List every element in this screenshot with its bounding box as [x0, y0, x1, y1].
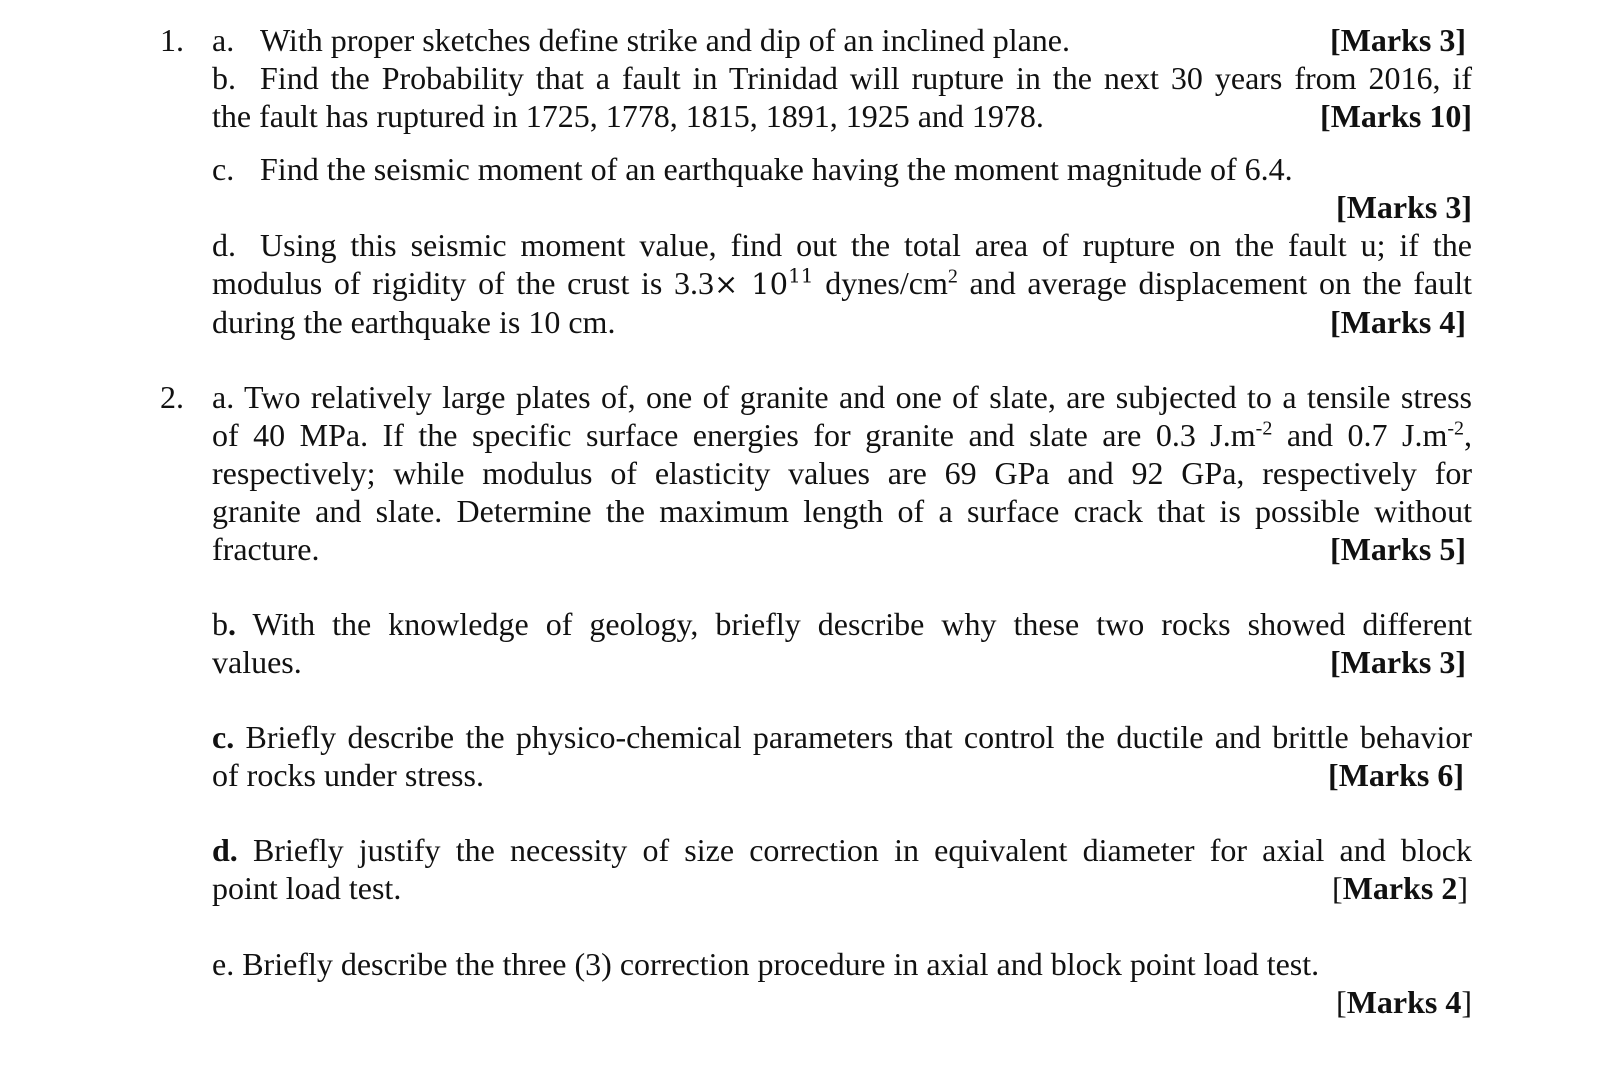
- question-1a: [212, 21, 1472, 59]
- question-1b-line-2: [212, 97, 1472, 135]
- question-2a-marks: [Marks 5]: [1330, 531, 1466, 567]
- question-2e-marks-close: ]: [1461, 984, 1472, 1020]
- question-1d-text-2b: dynes/cm: [813, 265, 948, 301]
- question-2a-line-5: [212, 530, 1472, 568]
- question-2e-marks-text: Marks 4: [1346, 984, 1462, 1020]
- question-2b-label-letter: b: [212, 606, 228, 642]
- question-2b: [212, 605, 1472, 681]
- question-1d-text-1: Using this seismic moment value, find out the total area of rupture on the fault u; if the: [260, 227, 1472, 263]
- question-2a-text-3: respectively; while modulus of elasticity values are 69 GPa and 92 GPa, respectively for: [212, 455, 1472, 491]
- question-2c-line-1: [212, 718, 1472, 756]
- question-2c: [212, 718, 1472, 794]
- question-1b-text-1: Find the Probability that a fault in Trinidad will rupture in the next 30 years from 2016, if: [260, 60, 1472, 96]
- question-1d-text-2c: and average displacement on the fault: [957, 265, 1472, 301]
- question-1c-line: [212, 150, 1472, 188]
- question-2a-exponent-2: -2: [1447, 417, 1465, 440]
- question-2d-text-2: point load test.: [212, 870, 402, 906]
- question-1d-exponent: 11: [788, 263, 814, 288]
- question-2d-marks-close: ]: [1457, 870, 1468, 906]
- question-2e-marks: [1336, 983, 1472, 1021]
- question-1d-text-2a: modulus of rigidity of the crust is 3.3: [212, 265, 714, 301]
- question-2a-line-2: [212, 416, 1472, 454]
- question-1b-text-2: the fault has ruptured in 1725, 1778, 1815, 1891, 1925 and 1978.: [212, 98, 1044, 134]
- question-1c-marks-line: [212, 188, 1472, 226]
- question-2d-line-1: [212, 831, 1472, 869]
- question-2d-marks: [1332, 869, 1468, 907]
- question-2e-marks-line: [212, 983, 1472, 1021]
- question-2d: [212, 831, 1472, 907]
- question-1c-marks: [Marks 3]: [1336, 189, 1472, 225]
- question-1d-label: d.: [212, 227, 236, 263]
- question-2a-line-4: [212, 492, 1472, 530]
- question-1d-line-3: [212, 303, 1472, 341]
- question-2d-line-2: [212, 869, 1472, 907]
- question-1a-label: a.: [212, 22, 235, 58]
- question-2a-text-1: a. Two relatively large plates of, one of granite and one of slate, are subjected to a tensile stress: [212, 379, 1472, 415]
- question-2c-text-2: of rocks under stress.: [212, 757, 484, 793]
- question-1c: [212, 150, 1472, 226]
- question-1a-marks: [Marks 3]: [1330, 22, 1466, 58]
- question-2-number: 2.: [160, 379, 184, 415]
- question-1b-label: b.: [212, 60, 236, 96]
- question-2c-marks: [Marks 6]: [1328, 757, 1464, 793]
- question-2d-marks-text: Marks 2: [1342, 870, 1458, 906]
- question-2b-marks: [Marks 3]: [1330, 644, 1466, 680]
- question-2e-marks-open: [: [1336, 984, 1347, 1020]
- question-1d-text-3: during the earthquake is 10 cm.: [212, 304, 616, 340]
- question-1-number: 1.: [160, 22, 184, 58]
- question-1a-line: [212, 21, 1472, 59]
- question-2a-exponent-1: -2: [1255, 417, 1273, 440]
- question-2b-label-dot: .: [228, 606, 236, 642]
- question-2a-text-2c: ,: [1464, 417, 1473, 453]
- question-2d-text-1: Briefly justify the necessity of size correction in equivalent diameter for axial and block: [237, 832, 1472, 868]
- question-2a-text-2b: and 0.7 J.m: [1272, 417, 1448, 453]
- question-1c-label: c.: [212, 151, 235, 187]
- question-2c-label: c.: [212, 719, 235, 755]
- question-2b-text-1: With the knowledge of geology, briefly describe why these two rocks showed different: [236, 606, 1472, 642]
- question-1b: [212, 59, 1472, 135]
- question-2e-text: e. Briefly describe the three (3) correction procedure in axial and block point load test.: [212, 946, 1320, 982]
- question-1d-square: 2: [947, 265, 958, 288]
- question-1d-times: × 10: [714, 267, 789, 301]
- question-1d: [212, 226, 1472, 341]
- question-2a-text-4: granite and slate. Determine the maximum length of a surface crack that is possible without: [212, 493, 1472, 529]
- question-2a-line-3: [212, 454, 1472, 492]
- question-2a-text-5: fracture.: [212, 531, 320, 567]
- question-2a-text-2a: of 40 MPa. If the specific surface energies for granite and slate are 0.3 J.m: [212, 417, 1256, 453]
- question-1d-line-1: [212, 226, 1472, 264]
- question-2c-text-1: Briefly describe the physico-chemical parameters that control the ductile and brittle behavior: [234, 719, 1472, 755]
- question-2d-label: d.: [212, 832, 238, 868]
- question-2d-marks-open: [: [1332, 870, 1343, 906]
- question-2b-text-2: values.: [212, 644, 302, 680]
- question-2c-line-2: [212, 756, 1472, 794]
- question-1d-line-2: [212, 264, 1472, 303]
- question-1c-text: Find the seismic moment of an earthquake having the moment magnitude of 6.4.: [260, 151, 1293, 187]
- question-2e: [212, 945, 1472, 1021]
- question-2b-line-2: [212, 643, 1472, 681]
- question-2e-line-1: [212, 945, 1472, 983]
- question-1a-text: With proper sketches define strike and dip of an inclined plane.: [260, 22, 1070, 58]
- question-1d-marks: [Marks 4]: [1330, 304, 1466, 340]
- question-2a: [212, 378, 1472, 568]
- question-2a-line-1: [212, 378, 1472, 416]
- question-1b-marks: [Marks 10]: [1320, 98, 1472, 134]
- question-2b-line-1: [212, 605, 1472, 643]
- question-1b-line-1: [212, 59, 1472, 97]
